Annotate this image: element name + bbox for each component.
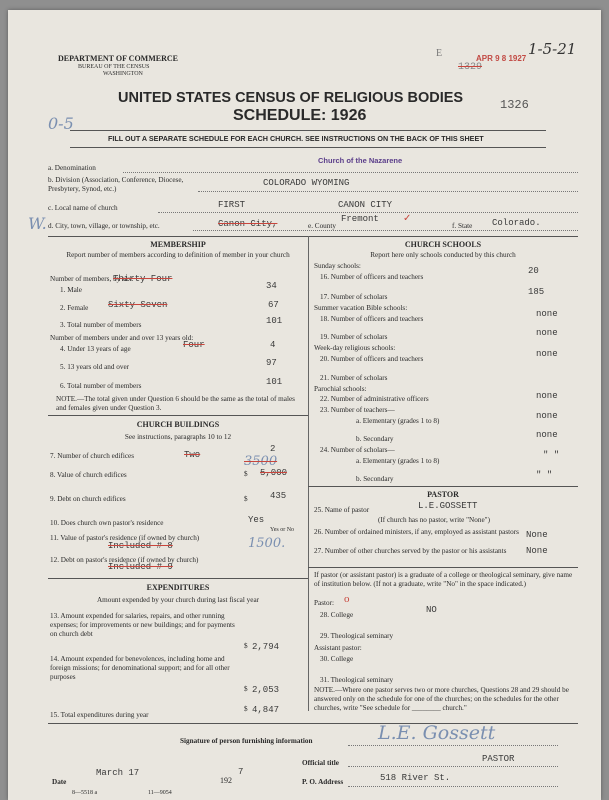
q7-label: 7. Number of church edifices — [50, 452, 135, 460]
q7-value: 2 — [270, 444, 276, 454]
q14-value: 2,053 — [252, 685, 280, 695]
official-title-label: Official title — [302, 759, 339, 767]
state-value: Colorado. — [492, 218, 541, 228]
q29-label: 29. Theological seminary — [320, 632, 394, 640]
rule-bottom — [70, 147, 546, 148]
q2-value: 67 — [268, 300, 279, 310]
buildings-heading: CHURCH BUILDINGS — [136, 420, 220, 429]
q19-value: none — [536, 328, 558, 338]
q2-written: Sixty Seven — [108, 300, 168, 310]
membership-intro: Report number of members according to definition of member in your church — [66, 251, 290, 259]
q30-label: 30. College — [320, 655, 354, 663]
pastor-heading: PASTOR — [427, 490, 459, 499]
q23b-value: none — [536, 430, 558, 440]
q23a-value: none — [536, 411, 558, 421]
q11-correction: 1500. — [248, 536, 286, 551]
rule-top — [70, 130, 546, 131]
q3-label: 3. Total number of members — [60, 321, 142, 329]
address-value: 518 River St. — [380, 773, 451, 783]
q12-value: Included # 9 — [108, 562, 173, 572]
local-name-city: CANON CITY — [338, 200, 393, 210]
age-intro: Number of members under and over 13 years old: — [50, 334, 194, 342]
county-value: Fremont — [341, 214, 379, 224]
q28-label: 28. College — [320, 611, 354, 619]
department-name: DEPARTMENT OF COMMERCE — [58, 54, 179, 63]
q3-value: 101 — [266, 316, 283, 326]
q17-label: 17. Number of scholars — [320, 293, 388, 301]
state-label: f. State — [452, 222, 473, 230]
bureau-name: BUREAU OF THE CENSUS — [78, 64, 150, 70]
q15-label: 15. Total expenditures during year — [50, 711, 149, 719]
q24a-value: " " — [543, 450, 560, 460]
code-number: 1326 — [500, 98, 529, 112]
received-date-stamp: APR 9 8 1927 — [476, 54, 527, 63]
denomination-value: Church of the Nazarene — [318, 156, 403, 165]
q26-label: 26. Number of ordained ministers, if any, employed as assistant pastors — [314, 528, 519, 536]
q1-label: 1. Male — [60, 286, 82, 294]
q27-value: None — [526, 546, 548, 556]
schools-heading: CHURCH SCHOOLS — [404, 240, 482, 249]
city-label: d. City, town, village, or township, etc. — [48, 222, 160, 230]
q4-value: 4 — [270, 340, 276, 350]
handwritten-date: 1-5-21 — [528, 40, 577, 58]
q5-label: 5. 13 years old and over — [60, 363, 130, 371]
official-title-value: PASTOR — [482, 754, 515, 764]
q20-value: none — [536, 349, 558, 359]
q6-value: 101 — [266, 377, 283, 387]
pastor-label: Pastor: — [314, 599, 334, 607]
q17-value: 185 — [528, 287, 545, 297]
q13-label: 13. Amount expended for salaries, repairs, and other running expenses; for improvements or new buildings; and for payments on church debt — [50, 612, 235, 638]
signature: L.E. Gossett — [378, 722, 496, 744]
membership-heading: MEMBERSHIP — [150, 240, 206, 249]
schools-intro: Report here only schools conducted by this church — [370, 251, 516, 259]
check-mark: ✓ — [403, 213, 412, 224]
membership-note: NOTE.—The total given under Question 6 should be the same as the total of males and females given under Question 3. — [56, 395, 295, 412]
q22-label: 22. Number of administrative officers — [320, 395, 429, 403]
q8-value: 5,000 — [260, 468, 288, 478]
q24-label: 24. Number of scholars— — [320, 446, 395, 454]
parochial-label: Parochial schools: — [314, 385, 367, 393]
denomination-label: a. Denomination — [48, 164, 96, 172]
q13-value: 2,794 — [252, 642, 280, 652]
q20-label: 20. Number of officers and teachers — [320, 355, 424, 363]
q1-written: Thirty Four — [113, 274, 173, 284]
by-sex-label: Number of members, by sex: — [50, 275, 134, 283]
address-label: P. O. Address — [302, 778, 344, 786]
q11-value: Included # 8 — [108, 541, 173, 551]
division-value: COLORADO WYOMING — [263, 178, 350, 188]
buildings-intro: See instructions, paragraphs 10 to 12 — [124, 433, 232, 441]
q25-note: (If church has no pastor, write "None") — [378, 516, 490, 524]
q23a-label: a. Elementary (grades 1 to 8) — [356, 417, 440, 425]
q28-value: NO — [426, 605, 437, 615]
q24b-label: b. Secondary — [356, 475, 394, 483]
signature-label: Signature of person furnishing information — [180, 737, 313, 745]
q14-label: 14. Amount expended for benevolences, including home and foreign missions; for denominational support; and for all other purposes — [50, 655, 230, 681]
q6-label: 6. Total number of members — [60, 382, 142, 390]
instruction-line: FILL OUT A SEPARATE SCHEDULE FOR EACH CHURCH. SEE INSTRUCTIONS ON THE BACK OF THIS SHEET — [108, 134, 484, 143]
form-title: UNITED STATES CENSUS OF RELIGIOUS BODIES — [118, 90, 464, 106]
county-label: e. County — [308, 222, 336, 230]
crossed-code-number: 1329 — [458, 62, 483, 73]
census-schedule-sheet: DEPARTMENT OF COMMERCE BUREAU OF THE CENSUS WASHINGTON UNITED STATES CENSUS OF RELIGIOUS BODIES SCHEDULE: 1926 FILL OUT A SEPARATE SCHEDULE FOR EACH CHURCH. SEE INSTRUCTIONS ON THE BACK OF THIS SHEET APR 9 8 1927 1-5-21 1326 1329 E 0-5 a. Denomination Church of the Nazarene b. Division (Association, Conference, Diocese, Presbytery, Synod, etc.) COLORADO WYOMING c. Local name of church FIRST CANON CITY W. d. City, town, village, or township, etc. Canon City, e. County Fremont ✓ f. State Colorado. MEMBERSHIP Report number of members according to definition of member in your church Number of members, by sex: 1. Male Thirty Four 34 2. Female Sixty Seven 67 3. Total number of members 101 Number of members under and over 13 years old: 4. Under 13 years of age Four 4 5. 13 years old and over 97 6. Total number of members 101 NOTE.—The total given under Question 6 should be the same as the total of males and females given under Question 3. CHURCH BUILDINGS See instructions, paragraphs 10 to 12 7. Number of church edifices Two 2 8. Value of church edifices 3500 5,000 9. Debt on church edifices 435 10. Does church own pastor's residence Yes Yes or No 11. Value of pastor's residence (if owned by church) Included # 8 1500. 12. Debt on pastor's residence (if owned by church) Included # 9 EXPENDITURES Amount expended by your church during last fiscal year 13. Amount expended for salaries, repairs, and other running expenses; for improvements or new buildings; and for payments on church debt 2,794 14. Amount expended for benevolences, including home and foreign missions; for denominational support; and for all other purposes 2,053 15. Total expenditures during year 4,847 $ $ $ $ $ CHURCH SCHOOLS Report here only schools conducted by this church Sunday schools: 16. Number of officers and teachers 20 17. Number of scholars 185 Summer vacation Bible schools: 18. Number of officers and teachers none 19. Number of scholars none Week-day religious schools: 20. Number of officers and teachers none 21. Number of scholars Parochial schools: 22. Number of administrative officers none 23. Number of teachers— a. Elementary (grades 1 to 8) none b. Secondary none 24. Number of scholars— a. Elementary (grades 1 to 8) " " b. Secondary " " PASTOR 25. Name of pastor L.E.GOSSETT (If church has no pastor, write "None") 26. Number of ordained ministers, if any, employed as assistant pastors None 27. Number of other churches served by the pastor or his assistants None If pastor (or assistant pastor) is a graduate of a college or theological seminary, give name of institution below. (If not a graduate, write "No" in the space indicated.) Pastor: o 28. College NO 29. Theological seminary Assistant pastor: 30. College 31. Theological seminary NOTE.—Where one pastor serves two or more churches, Questions 28 and 29 should be answered only on the schedule for one of the churches; on the schedules for the other churches, write "See schedule for ________ church." Signature of person furnishing information L.E. Gossett Official title PASTOR Date March 17 192 7 P. O. Address 518 River St. 8—5518 a 11—9054 — [8, 10, 601, 800]
q25-value: L.E.GOSSETT — [418, 501, 478, 511]
pastor-note: NOTE.—Where one pastor serves two or more churches, Questions 28 and 29 should be answered only on the schedule for one of the churches; on the schedules for the other churches, write "See schedule for ________ church." — [314, 686, 569, 712]
yes-no-hint: Yes or No — [270, 527, 295, 533]
q15-value: 4,847 — [252, 705, 280, 715]
q26-value: None — [526, 530, 548, 540]
date-label: Date — [52, 778, 67, 786]
q24b-value: " " — [536, 470, 553, 480]
division-label: b. Division (Association, Conference, Diocese, Presbytery, Synod, etc.) — [48, 176, 184, 193]
sunday-label: Sunday schools: — [314, 262, 361, 270]
expenditures-intro: Amount expended by your church during last fiscal year — [96, 596, 260, 604]
q25-label: 25. Name of pastor — [314, 506, 370, 514]
city-name: WASHINGTON — [103, 71, 143, 77]
local-name-value: FIRST — [218, 200, 246, 210]
q19-label: 19. Number of scholars — [320, 333, 388, 341]
weekday-label: Week-day religious schools: — [314, 344, 396, 352]
q9-value: 435 — [270, 491, 287, 501]
red-w-mark: W. — [28, 214, 47, 233]
graduate-note: If pastor (or assistant pastor) is a graduate of a college or theological seminary, give name of institution below. (If not a graduate, write "No" in the space indicated.) — [314, 571, 573, 588]
summer-label: Summer vacation Bible schools: — [314, 304, 408, 312]
q24a-label: a. Elementary (grades 1 to 8) — [356, 457, 440, 465]
local-name-label: c. Local name of church — [48, 204, 118, 212]
city-value: Canon City, — [218, 219, 278, 229]
q18-label: 18. Number of officers and teachers — [320, 315, 424, 323]
mark-e: E — [436, 48, 443, 59]
q9-label: 9. Debt on church edifices — [50, 495, 126, 503]
q4-label: 4. Under 13 years of age — [60, 345, 131, 353]
q8-label: 8. Value of church edifices — [50, 471, 127, 479]
q12-label: 12. Debt on pastor's residence (if owned by church) — [50, 556, 199, 564]
q16-label: 16. Number of officers and teachers — [320, 273, 424, 281]
year-prefix: 192 — [220, 776, 232, 785]
form-number: 8—5518 a — [72, 790, 98, 796]
date-value: March 17 — [96, 768, 140, 778]
expenditures-heading: EXPENDITURES — [146, 583, 210, 592]
q18-value: none — [536, 309, 558, 319]
year-suffix: 7 — [238, 767, 244, 777]
schedule-title: SCHEDULE: 1926 — [233, 107, 367, 124]
q5-value: 97 — [266, 358, 277, 368]
q7-written: Two — [184, 450, 201, 460]
q4-written: Four — [183, 340, 205, 350]
q2-label: 2. Female — [60, 304, 89, 312]
q22-value: none — [536, 391, 558, 401]
assistant-label: Assistant pastor: — [314, 644, 362, 652]
q11-label: 11. Value of pastor's residence (if owned by church) — [50, 534, 200, 542]
q27-label: 27. Number of other churches served by the pastor or his assistants — [314, 547, 507, 555]
q23b-label: b. Secondary — [356, 435, 394, 443]
print-number: 11—9054 — [148, 790, 172, 796]
red-mark: 0-5 — [48, 114, 74, 133]
q1-value: 34 — [266, 281, 277, 291]
q8-correction: 3500 — [244, 454, 278, 469]
q31-label: 31. Theological seminary — [320, 676, 394, 684]
q16-value: 20 — [528, 266, 539, 276]
q10-value: Yes — [248, 515, 265, 525]
q21-label: 21. Number of scholars — [320, 374, 388, 382]
q10-label: 10. Does church own pastor's residence — [50, 519, 164, 527]
q23-label: 23. Number of teachers— — [320, 406, 395, 414]
pastor-mark: o — [344, 593, 350, 605]
